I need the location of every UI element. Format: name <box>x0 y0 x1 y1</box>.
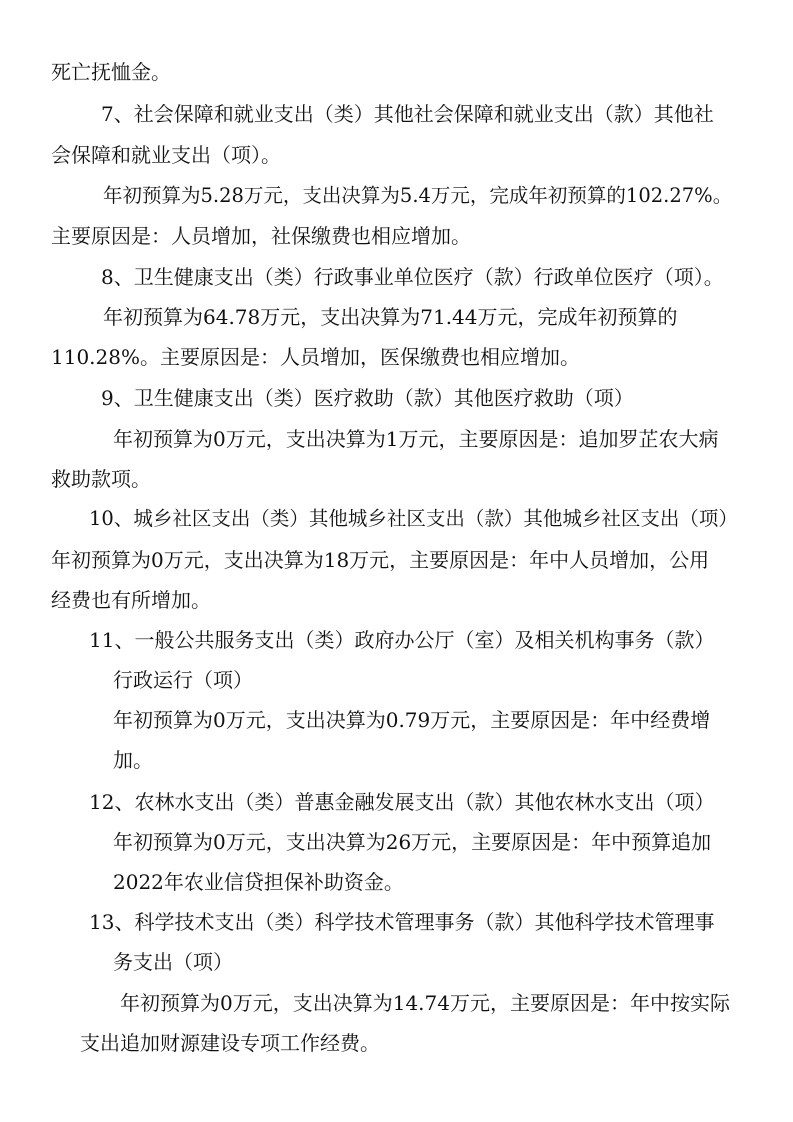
text-line: 死亡抚恤金。 <box>51 60 171 84</box>
text-line: 支出追加财源建设专项工作经费。 <box>80 1031 380 1055</box>
text-line: 年初预算为0万元，支出决算为0.79万元，主要原因是：年中经费增 <box>113 708 711 732</box>
text-line: 年初预算为0万元，支出决算为14.74万元，主要原因是：年中按实际 <box>120 991 730 1015</box>
text-line: 年初预算为0万元，支出决算为18万元，主要原因是：年中人员增加，公用 <box>51 548 710 572</box>
text-line: 行政运行（项） <box>113 668 253 692</box>
text-line: 9、卫生健康支出（类）医疗救助（款）其他医疗救助（项） <box>101 386 634 410</box>
text-line: 年初预算为0万元，支出决算为1万元，主要原因是：追加罗芷农大病 <box>113 427 719 451</box>
text-line: 2022年农业信贷担保补助资金。 <box>113 870 404 894</box>
text-line: 加。 <box>113 748 153 772</box>
text-line: 年初预算为0万元，支出决算为26万元，主要原因是：年中预算追加 <box>113 830 712 854</box>
text-line: 7、社会保障和就业支出（类）其他社会保障和就业支出（款）其他社 <box>101 102 714 126</box>
text-line: 12、农林水支出（类）普惠金融发展支出（款）其他农林水支出（项） <box>89 790 715 814</box>
text-line: 8、卫生健康支出（类）行政事业单位医疗（款）行政单位医疗（项）。 <box>101 265 724 289</box>
text-line: 110.28%。主要原因是：人员增加，医保缴费也相应增加。 <box>51 345 580 369</box>
text-line: 11、一般公共服务支出（类）政府办公厅（室）及相关机构事务（款） <box>89 628 715 652</box>
text-line: 主要原因是：人员增加，社保缴费也相应增加。 <box>51 224 471 248</box>
text-line: 经费也有所增加。 <box>51 588 211 612</box>
text-line: 救助款项。 <box>51 467 151 491</box>
text-line: 年初预算为64.78万元，支出决算为71.44万元，完成年初预算的 <box>103 305 678 329</box>
text-line: 13、科学技术支出（类）科学技术管理事务（款）其他科学技术管理事 <box>89 910 715 934</box>
text-line: 10、城乡社区支出（类）其他城乡社区支出（款）其他城乡社区支出（项） <box>89 507 738 530</box>
text-line: 务支出（项） <box>113 950 233 974</box>
text-line: 会保障和就业支出（项）。 <box>51 143 281 167</box>
text-line: 年初预算为5.28万元，支出决算为5.4万元，完成年初预算的102.27%。 <box>103 184 733 207</box>
